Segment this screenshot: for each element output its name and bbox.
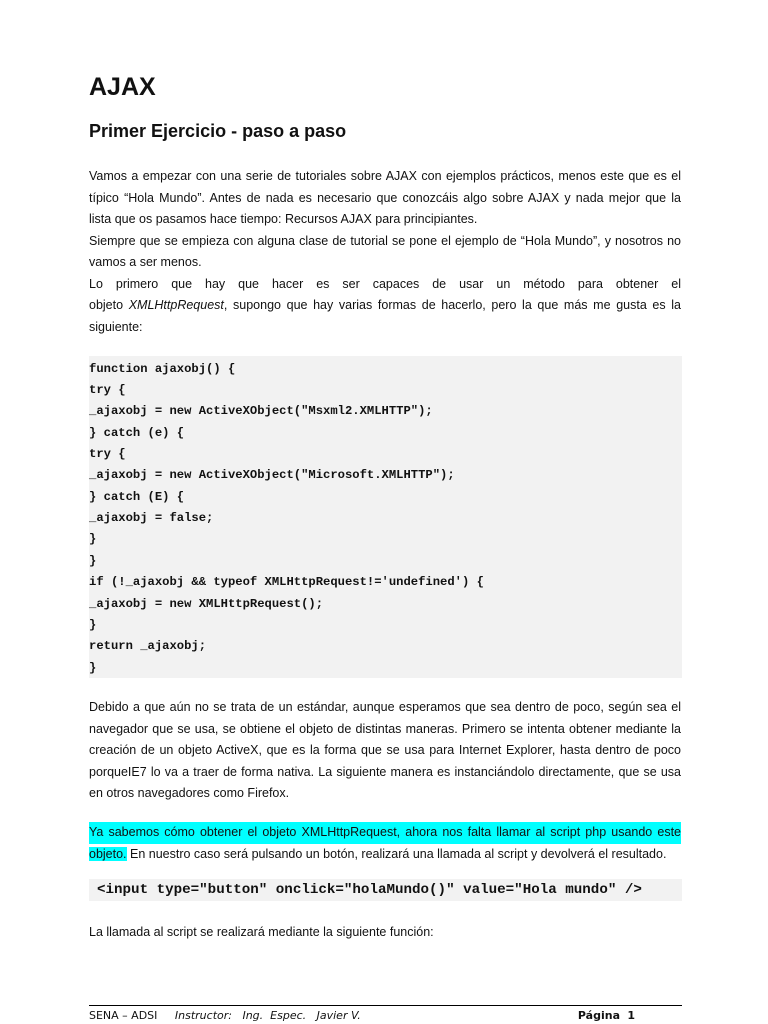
- explain-line-5: en otros navegadores como Firefox.: [89, 786, 290, 800]
- document-subtitle: Primer Ejercicio - paso a paso: [89, 121, 347, 141]
- code-line-9: }: [89, 532, 97, 546]
- footer-page-label: Página: [577, 1009, 620, 1022]
- highlight-line-2-marked: objeto.: [89, 846, 127, 861]
- intro-line-8: siguiente:: [89, 319, 143, 334]
- closing-line: La llamada al script se realizará mediante la siguiente función:: [89, 925, 434, 939]
- code-line-14: return _ajaxobj;: [89, 639, 207, 653]
- footer-page-number: 1: [627, 1009, 635, 1022]
- intro-line-1: Vamos a empezar con una serie de tutoriales sobre AJAX con ejemplos prácticos, menos este que es el: [89, 169, 681, 183]
- code-line-5: try {: [89, 447, 126, 461]
- code-line-6: _ajaxobj = new ActiveXObject("Microsoft.XMLHTTP");: [89, 468, 455, 482]
- input-code-snippet: [89, 879, 682, 901]
- page-footer: [89, 1009, 682, 1023]
- explain-line-3: creación de un objeto ActiveX, que es la forma que se usa para Internet Explorer, hasta dentro de poco: [89, 743, 681, 757]
- highlight-line-1: Ya sabemos cómo obtener el objeto XMLHttpRequest, ahora nos falta llamar al script php usando este: [89, 822, 681, 844]
- footer-left: [89, 1009, 361, 1023]
- footer-instructor-name: Ing. Espec. Javier V.: [242, 1009, 361, 1022]
- code-line-7: } catch (E) {: [89, 490, 185, 504]
- code-line-2: try {: [89, 383, 126, 397]
- code-line-3: _ajaxobj = new ActiveXObject("Msxml2.XMLHTTP");: [89, 404, 433, 418]
- code-line-11: if (!_ajaxobj && typeof XMLHttpRequest!='undefined') {: [89, 575, 484, 589]
- highlight-line-2: [89, 844, 681, 866]
- intro-line-5: vamos a ser menos.: [89, 255, 202, 269]
- xmlhttprequest-term: XMLHttpRequest: [128, 298, 224, 312]
- code-line-12: _ajaxobj = new XMLHttpRequest();: [89, 597, 324, 611]
- footer-instructor-label: Instructor:: [174, 1009, 232, 1022]
- footer-org: SENA – ADSI: [89, 1009, 158, 1022]
- input-code-text: <input type="button" onclick="holaMundo()" value="Hola mundo" />: [97, 882, 642, 898]
- code-line-1: function ajaxobj() {: [89, 362, 236, 376]
- intro-line-4: Siempre que se empieza con alguna clase de tutorial se pone el ejemplo de “Hola Mundo”, y nosotros no: [89, 233, 681, 248]
- code-line-15: }: [89, 661, 97, 675]
- intro-line-7: [89, 295, 681, 317]
- highlight-line-2-rest: En nuestro caso será pulsando un botón, realizará una llamada al script y devolverá el resultado.: [126, 846, 667, 861]
- intro-line-7-pre: objeto: [89, 298, 129, 312]
- explanation-paragraph: [89, 697, 681, 805]
- footer-divider: [89, 1005, 682, 1006]
- explain-line-4: porqueIE7 lo va a traer de forma nativa. La siguiente manera es instanciándolo directamente, que se usa: [89, 764, 681, 779]
- code-block: [89, 356, 682, 678]
- intro-paragraph: [89, 166, 681, 338]
- intro-line-3: lista que os pasamos hace tiempo: Recursos AJAX para principiantes.: [89, 212, 478, 226]
- document-title: AJAX: [89, 73, 156, 101]
- intro-line-6: Lo primero que hay que hacer es ser capaces de usar un método para obtener el: [89, 276, 681, 291]
- code-line-13: }: [89, 618, 97, 632]
- intro-line-7-post: , supongo que hay varias formas de hacerlo, pero la que más me gusta es la: [223, 298, 681, 312]
- code-line-10: }: [89, 554, 97, 568]
- highlight-paragraph: [89, 822, 681, 865]
- closing-paragraph: [89, 922, 681, 944]
- intro-line-2: típico “Hola Mundo”. Antes de nada es necesario que conozcáis algo sobre AJAX y nada mejor que la: [89, 190, 681, 205]
- code-line-4: } catch (e) {: [89, 426, 185, 440]
- code-line-8: _ajaxobj = false;: [89, 511, 214, 525]
- explain-line-1: Debido a que aún no se trata de un estándar, aunque esperamos que sea dentro de poco, según sea el: [89, 700, 681, 714]
- explain-line-2: navegador que se usa, se obtiene el objeto de distintas maneras. Primero se intenta obtener mediante la: [89, 721, 681, 736]
